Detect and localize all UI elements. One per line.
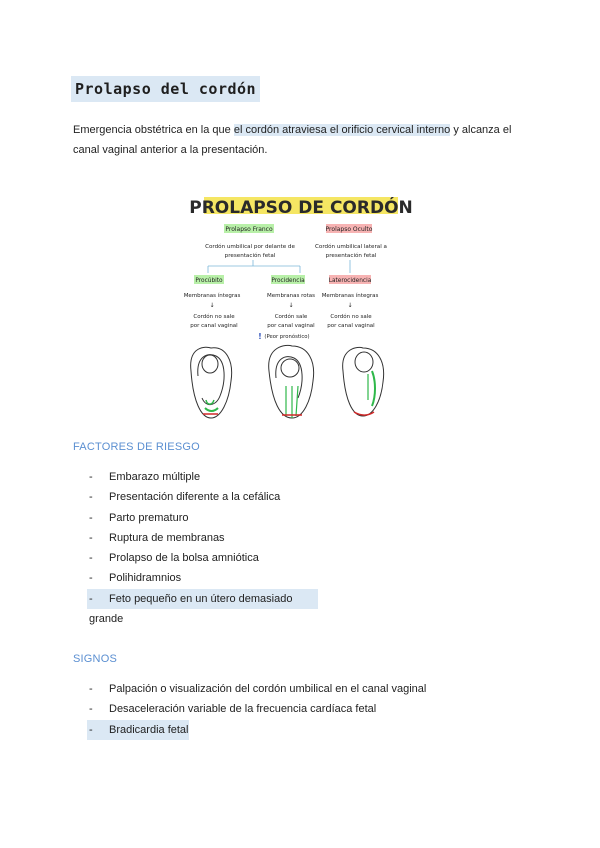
list-item [87, 720, 189, 740]
list-item [89, 699, 426, 719]
diagram-title: PROLAPSO DE CORDÓN [189, 198, 412, 218]
franco-desc-2: presentación fetal [224, 253, 276, 259]
list-item-text: Presentación diferente a la cefálica [109, 491, 281, 504]
prolapso-diagram [176, 186, 412, 420]
factores-heading: FACTORES DE RIESGO [73, 441, 200, 453]
intro-paragraph [73, 120, 533, 160]
bullet-dash: - [89, 723, 93, 736]
bullet-dash: - [89, 552, 93, 565]
procubito-arrow: ↓ [209, 302, 215, 309]
laterocidencia-label: Laterocidencia [328, 278, 372, 284]
list-item-text: Feto pequeño en un útero demasiado grande [89, 592, 293, 625]
laterocidencia-membranes: Membranas íntegras [321, 293, 379, 299]
bullet-dash: - [89, 703, 93, 716]
oculto-desc-2: presentación fetal [325, 253, 377, 259]
list-item-text: Parto prematuro [109, 511, 189, 524]
factores-list [89, 467, 318, 625]
list-item [89, 568, 318, 588]
laterocidencia-line-2: por canal vaginal [327, 323, 375, 329]
list-item [89, 548, 318, 568]
uterus-procubito-illustration [191, 347, 232, 418]
oculto-label: Prolapso Oculto [325, 226, 373, 233]
procidencia-alert-icon: ! [258, 332, 262, 341]
procubito-membranes: Membranas íntegras [183, 293, 241, 299]
uterus-laterocidencia-illustration [343, 347, 384, 416]
list-item [89, 528, 318, 548]
oculto-desc-1: Cordón umbilical lateral a [315, 244, 387, 250]
procidencia-label: Procidencia [271, 278, 305, 284]
intro-highlight: el cordón atraviesa el orificio cervical interno [233, 124, 451, 136]
procidencia-line-1: Cordón sale [274, 314, 308, 320]
bullet-dash: - [89, 592, 93, 605]
franco-desc-1: Cordón umbilical por delante de [205, 244, 295, 250]
list-item [89, 508, 318, 528]
list-item-text: Prolapso de la bolsa amniótica [109, 552, 259, 565]
list-item-text: Embarazo múltiple [109, 471, 201, 483]
laterocidencia-arrow: ↓ [347, 302, 353, 309]
list-item-text: Bradicardia fetal [109, 723, 189, 736]
procidencia-arrow: ↓ [288, 302, 294, 309]
list-item [89, 487, 318, 507]
procubito-line-2: por canal vaginal [190, 323, 238, 329]
page-title: Prolapso del cordón [71, 76, 260, 102]
list-item [89, 679, 426, 699]
signos-list [89, 679, 426, 740]
intro-text-end: y alcanza el canal vaginal anterior a la presentación. [73, 124, 512, 156]
list-item-text: Ruptura de membranas [109, 531, 225, 544]
bullet-dash: - [89, 572, 93, 585]
procidencia-line-2: por canal vaginal [267, 323, 315, 329]
list-item-text: Desaceleración variable de la frecuencia cardíaca fetal [109, 703, 377, 716]
procubito-line-1: Cordón no sale [193, 314, 235, 320]
list-item [87, 589, 318, 625]
franco-label: Prolapso Franco [225, 226, 273, 233]
bullet-dash: - [89, 471, 93, 483]
uterus-procidencia-illustration [269, 345, 314, 418]
diagram-connectors [208, 260, 350, 273]
procidencia-membranes: Membranas rotas [267, 293, 315, 299]
list-item-text: Palpación o visualización del cordón umbilical en el canal vaginal [109, 683, 427, 695]
laterocidencia-line-1: Cordón no sale [330, 314, 372, 320]
list-item [89, 467, 318, 487]
signos-heading: SIGNOS [73, 653, 117, 665]
bullet-dash: - [89, 683, 93, 695]
procubito-label: Procúbito [195, 278, 223, 284]
intro-text-start: Emergencia obstétrica en la que [73, 124, 234, 136]
bullet-dash: - [89, 531, 93, 544]
bullet-dash: - [89, 511, 93, 524]
list-item-text: Polihidramnios [109, 572, 182, 585]
procidencia-note: (Peor pronóstico) [264, 334, 310, 340]
bullet-dash: - [89, 491, 93, 504]
